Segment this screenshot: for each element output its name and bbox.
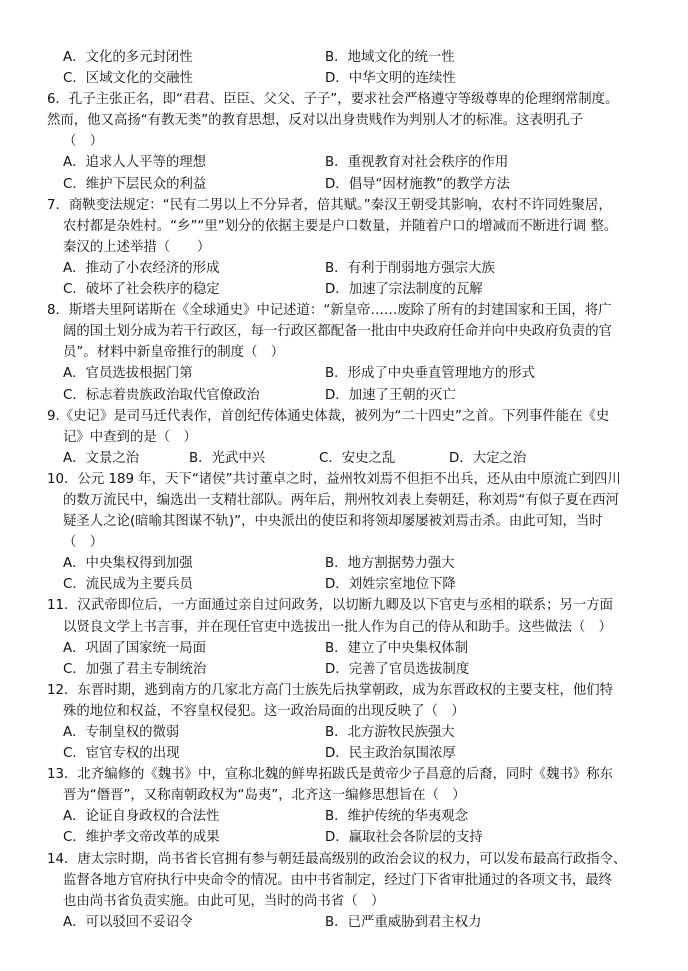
question-stem-line: 11．汉武帝即位后，一方面通过亲自过问政务，以切断九卿及以下官吏与丞相的联系；另一方面 <box>47 598 614 614</box>
option: A．巩固了国家统一局面 <box>63 640 207 656</box>
option-row <box>47 912 668 933</box>
option: C．流民成为主要兵员 <box>63 577 193 593</box>
option: D．中华文明的连续性 <box>325 71 456 87</box>
question-stem-line: 疑圣人之论(暗喻其图谋不轨)”，中央派出的使臣和将领却屡屡被刘焉击杀。由此可知，当时 <box>63 514 603 530</box>
question-block <box>47 195 668 300</box>
option: C．宦官专权的出现 <box>63 746 180 762</box>
option: D．民主政治氛围浓厚 <box>325 746 456 762</box>
option: D．完善了官员选拔制度 <box>325 661 470 677</box>
question-block <box>47 89 668 194</box>
question-stem-line: 阔的国土划分成为若干行政区，每一行政区都配备一批由中央政府任命并向中央政府负责的官 <box>63 324 613 340</box>
option-row <box>47 47 668 68</box>
option: B．建立了中央集权体制 <box>325 640 469 656</box>
option: B．重视教育对社会秩序的作用 <box>325 155 509 171</box>
option: D．倡导“因材施教”的教学方法 <box>325 176 510 192</box>
option: C．破坏了社会秩序的稳定 <box>63 282 220 298</box>
option: D．刘姓宗室地位下降 <box>325 577 456 593</box>
question-block <box>47 849 668 933</box>
option: A．文化的多元封闭性 <box>63 50 193 65</box>
question-stem-line: （ ） <box>63 535 104 551</box>
option: B．形成了中央垂直管理地方的形式 <box>325 366 536 382</box>
option: B．光武中兴 <box>189 450 266 466</box>
option: A．推动了小农经济的形成 <box>63 260 220 276</box>
option: B．有利于削弱地方强宗大族 <box>325 260 495 276</box>
option-row <box>47 806 668 827</box>
option: A．官员选拔根据门第 <box>63 366 193 382</box>
question-stem-line: （ ） <box>63 134 104 150</box>
question-stem-line: 秦汉的上述举措（ ） <box>63 239 211 255</box>
question-block <box>47 764 668 848</box>
option: B．北方游牧民族强大 <box>325 725 455 740</box>
question-block <box>47 469 668 596</box>
option: D．加速了宗法制度的瓦解 <box>325 282 483 298</box>
option: D．加速了王朝的灭亡 <box>325 387 456 403</box>
question-stem-line: 以贤良文学上书言事，并在现任官吏中选拔出一批人作为自己的侍从和助手。这些做法（ ） <box>63 619 613 635</box>
option: B．维护传统的华夷观念 <box>325 809 469 825</box>
option: C．加强了君主专制统治 <box>63 661 207 677</box>
question-stem-line: 也由尚书省负责实施。由此可见，当时的尚书省（ ） <box>63 893 385 909</box>
question-stem-line: 7．商鞅变法规定：“民有二男以上不分异者，倍其赋。”秦汉王朝受其影响，农村不许同姓聚居， <box>47 197 612 213</box>
option: A．专制皇权的微弱 <box>63 725 180 740</box>
option: D．赢取社会各阶层的支持 <box>325 830 483 846</box>
option: C．维护下层民众的利益 <box>63 176 207 192</box>
option: B．已严重威胁到君主权力 <box>325 914 482 930</box>
question-stem-line: 12．东晋时期，逃到南方的几家北方高门士族先后执掌朝政，成为东晋政权的主要支柱，他们特 <box>47 682 614 698</box>
question-block <box>47 406 668 469</box>
option-row <box>47 638 668 659</box>
question-stem-line: 员”。材料中新皇帝推行的制度（ ） <box>63 345 285 361</box>
option-row <box>47 363 668 384</box>
question-stem-line: 10．公元 189 年，天下“诸侯”共讨董卓之时，益州牧刘焉不但拒不出兵，还从由中原流亡到四川 <box>47 471 621 487</box>
option-row <box>47 279 668 300</box>
option-row <box>47 553 668 574</box>
question-stem-line: 8．斯塔夫里阿诺斯在《全球通史》中记述道：“新皇帝……废除了所有的封建国家和王国，将广 <box>47 303 612 319</box>
option: C．标志着贵族政治取代官僚政治 <box>63 387 260 403</box>
question-stem-line: 9.《史记》是司马迁代表作，首创纪传体通史体裁，被列为“二十四史”之首。下列事件能在《史 <box>47 408 610 424</box>
option: A．文景之治 <box>63 450 140 466</box>
option-row <box>47 448 668 469</box>
option-row <box>47 152 668 173</box>
question-stem-line: 13．北齐编修的《魏书》中，宣称北魏的鲜卑拓跋氏是黄帝少子昌意的后裔，同时《魏书》称东 <box>47 767 614 783</box>
option-row <box>47 722 668 743</box>
question-stem-line: 晋为“僭晋”，又称南朝政权为“岛夷”，北齐这一编修思想旨在（ ） <box>63 788 466 804</box>
option-row <box>47 659 668 680</box>
option: A．追求人人平等的理想 <box>63 155 207 171</box>
question-stem-line: 然而，他又高扬“有教无类”的教育思想，反对以出身贵贱作为判别人才的标准。这表明孔子 <box>47 113 584 129</box>
option: C．维护孝文帝改革的成果 <box>63 830 220 846</box>
question-stem-line: 6．孔子主张正名，即“君君、臣臣、父父、子子”，要求社会严格遵守等级尊卑的伦理纲常制度。 <box>47 92 619 108</box>
question-stem-line: 14．唐太宗时期，尚书省长官拥有参与朝廷最高级别的政治会议的权力，可以发布最高行政指令、 <box>47 851 627 867</box>
option-row <box>47 258 668 279</box>
option: C．安史之乱 <box>319 450 396 466</box>
option-row <box>47 743 668 764</box>
option: B．地域文化的统一性 <box>325 50 455 65</box>
question-stem-line: 农村都是杂姓村。“乡”“里”划分的依据主要是户口数量，并随着户口的增减而不断进行调 整。 <box>63 218 618 234</box>
question-block <box>47 595 668 679</box>
question-block <box>47 680 668 764</box>
option: B．地方割据势力强大 <box>325 556 455 572</box>
option-row <box>47 385 668 406</box>
option-row <box>47 68 668 89</box>
question-stem-line: 的数万流民中，编选出一支精壮部队。两年后，荆州牧刘表上奏朝廷，称刘焉“有似子夏在西河 <box>63 492 619 508</box>
option: A．中央集权得到加强 <box>63 556 193 572</box>
option-row <box>47 827 668 848</box>
question-stem-line: 监督各地方官府执行中央命令的情况。由中书省制定，经过门下省审批通过的各项文书，最终 <box>63 872 613 888</box>
option: C．区域文化的交融性 <box>63 71 193 87</box>
question-block <box>47 300 668 405</box>
option-row <box>47 174 668 195</box>
option-row <box>47 574 668 595</box>
option: A．论证自身政权的合法性 <box>63 809 220 825</box>
option: A．可以驳回不妥诏令 <box>63 914 193 930</box>
question-stem-line: 殊的地位和权益，不容皇权侵犯。这一政治局面的出现反映了（ ） <box>63 703 465 719</box>
option: D．大定之治 <box>449 450 527 466</box>
question-stem-line: 记》中查到的是（ ） <box>63 429 197 445</box>
